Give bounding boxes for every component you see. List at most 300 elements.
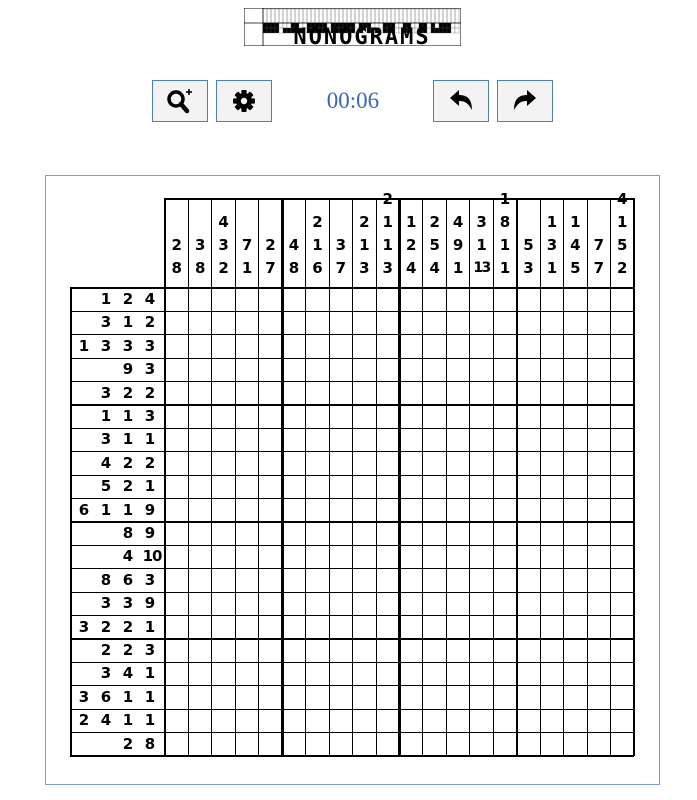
grid-cell[interactable] xyxy=(306,616,329,639)
grid-cell[interactable] xyxy=(564,522,587,545)
grid-cell[interactable] xyxy=(423,358,446,381)
grid-cell[interactable] xyxy=(329,452,352,475)
grid-cell[interactable] xyxy=(165,311,188,334)
grid-cell[interactable] xyxy=(306,569,329,592)
grid-cell[interactable] xyxy=(517,616,540,639)
grid-cell[interactable] xyxy=(493,662,516,685)
grid-cell[interactable] xyxy=(188,499,211,522)
grid-cell[interactable] xyxy=(587,709,610,732)
grid-cell[interactable] xyxy=(400,358,423,381)
grid-cell[interactable] xyxy=(282,616,305,639)
grid-cell[interactable] xyxy=(564,616,587,639)
grid-cell[interactable] xyxy=(446,499,469,522)
grid-cell[interactable] xyxy=(376,616,399,639)
grid-cell[interactable] xyxy=(353,616,376,639)
grid-cell[interactable] xyxy=(165,522,188,545)
grid-cell[interactable] xyxy=(540,709,563,732)
grid-cell[interactable] xyxy=(329,428,352,451)
grid-cell[interactable] xyxy=(611,569,634,592)
grid-cell[interactable] xyxy=(329,405,352,428)
grid-cell[interactable] xyxy=(400,569,423,592)
grid-cell[interactable] xyxy=(423,522,446,545)
grid-cell[interactable] xyxy=(493,311,516,334)
grid-cell[interactable] xyxy=(329,686,352,709)
grid-cell[interactable] xyxy=(611,639,634,662)
grid-cell[interactable] xyxy=(353,592,376,615)
grid-cell[interactable] xyxy=(259,288,282,311)
grid-cell[interactable] xyxy=(329,733,352,756)
grid-cell[interactable] xyxy=(282,709,305,732)
grid-cell[interactable] xyxy=(493,545,516,568)
grid-cell[interactable] xyxy=(306,335,329,358)
grid-cell[interactable] xyxy=(493,733,516,756)
grid-cell[interactable] xyxy=(423,335,446,358)
grid-cell[interactable] xyxy=(282,545,305,568)
grid-cell[interactable] xyxy=(540,662,563,685)
grid-cell[interactable] xyxy=(400,475,423,498)
grid-cell[interactable] xyxy=(353,428,376,451)
grid-cell[interactable] xyxy=(517,428,540,451)
grid-cell[interactable] xyxy=(376,592,399,615)
grid-cell[interactable] xyxy=(353,662,376,685)
grid-cell[interactable] xyxy=(353,569,376,592)
grid-cell[interactable] xyxy=(470,311,493,334)
grid-cell[interactable] xyxy=(259,335,282,358)
grid-cell[interactable] xyxy=(470,662,493,685)
grid-cell[interactable] xyxy=(517,335,540,358)
grid-cell[interactable] xyxy=(329,569,352,592)
grid-cell[interactable] xyxy=(376,358,399,381)
grid-cell[interactable] xyxy=(306,405,329,428)
grid-cell[interactable] xyxy=(423,405,446,428)
grid-cell[interactable] xyxy=(235,545,258,568)
grid-cell[interactable] xyxy=(423,545,446,568)
grid-cell[interactable] xyxy=(282,288,305,311)
grid-cell[interactable] xyxy=(540,382,563,405)
grid-cell[interactable] xyxy=(540,733,563,756)
grid-cell[interactable] xyxy=(540,522,563,545)
grid-cell[interactable] xyxy=(235,382,258,405)
grid-cell[interactable] xyxy=(306,288,329,311)
grid-cell[interactable] xyxy=(517,686,540,709)
grid-cell[interactable] xyxy=(306,475,329,498)
grid-cell[interactable] xyxy=(611,733,634,756)
grid-cell[interactable] xyxy=(212,335,235,358)
grid-cell[interactable] xyxy=(493,475,516,498)
grid-cell[interactable] xyxy=(212,475,235,498)
grid-cell[interactable] xyxy=(165,686,188,709)
grid-cell[interactable] xyxy=(235,709,258,732)
grid-cell[interactable] xyxy=(446,311,469,334)
grid-cell[interactable] xyxy=(353,545,376,568)
grid-cell[interactable] xyxy=(259,428,282,451)
grid-cell[interactable] xyxy=(306,358,329,381)
grid-cell[interactable] xyxy=(212,569,235,592)
grid-cell[interactable] xyxy=(587,452,610,475)
grid-cell[interactable] xyxy=(212,545,235,568)
grid-cell[interactable] xyxy=(517,709,540,732)
grid-cell[interactable] xyxy=(188,335,211,358)
grid-cell[interactable] xyxy=(188,709,211,732)
grid-cell[interactable] xyxy=(235,733,258,756)
grid-cell[interactable] xyxy=(423,452,446,475)
grid-cell[interactable] xyxy=(282,475,305,498)
grid-cell[interactable] xyxy=(353,475,376,498)
undo-button[interactable] xyxy=(433,80,489,122)
grid-cell[interactable] xyxy=(423,499,446,522)
grid-cell[interactable] xyxy=(376,499,399,522)
grid-cell[interactable] xyxy=(587,428,610,451)
grid-cell[interactable] xyxy=(446,709,469,732)
grid-cell[interactable] xyxy=(165,358,188,381)
grid-cell[interactable] xyxy=(188,522,211,545)
grid-cell[interactable] xyxy=(400,288,423,311)
grid-cell[interactable] xyxy=(259,686,282,709)
grid-cell[interactable] xyxy=(165,288,188,311)
grid-cell[interactable] xyxy=(587,382,610,405)
grid-cell[interactable] xyxy=(517,522,540,545)
grid-cell[interactable] xyxy=(329,592,352,615)
grid-cell[interactable] xyxy=(376,662,399,685)
grid-cell[interactable] xyxy=(564,405,587,428)
grid-cell[interactable] xyxy=(376,569,399,592)
grid-cell[interactable] xyxy=(376,686,399,709)
grid-cell[interactable] xyxy=(587,662,610,685)
grid-cell[interactable] xyxy=(493,592,516,615)
grid-cell[interactable] xyxy=(400,382,423,405)
grid-cell[interactable] xyxy=(376,288,399,311)
grid-cell[interactable] xyxy=(587,358,610,381)
grid-cell[interactable] xyxy=(540,686,563,709)
grid-cell[interactable] xyxy=(540,358,563,381)
grid-cell[interactable] xyxy=(259,405,282,428)
grid-cell[interactable] xyxy=(306,499,329,522)
grid-cell[interactable] xyxy=(517,452,540,475)
grid-cell[interactable] xyxy=(353,452,376,475)
grid-cell[interactable] xyxy=(212,405,235,428)
grid-cell[interactable] xyxy=(446,733,469,756)
grid-cell[interactable] xyxy=(353,405,376,428)
grid-cell[interactable] xyxy=(235,335,258,358)
grid-cell[interactable] xyxy=(470,428,493,451)
grid-cell[interactable] xyxy=(282,335,305,358)
grid-cell[interactable] xyxy=(540,569,563,592)
grid-cell[interactable] xyxy=(423,569,446,592)
grid-cell[interactable] xyxy=(587,499,610,522)
grid-cell[interactable] xyxy=(470,288,493,311)
grid-cell[interactable] xyxy=(493,405,516,428)
grid-cell[interactable] xyxy=(470,358,493,381)
grid-cell[interactable] xyxy=(446,382,469,405)
grid-cell[interactable] xyxy=(446,405,469,428)
grid-cell[interactable] xyxy=(400,311,423,334)
grid-cell[interactable] xyxy=(540,639,563,662)
grid-cell[interactable] xyxy=(376,733,399,756)
grid-cell[interactable] xyxy=(188,311,211,334)
grid-cell[interactable] xyxy=(400,405,423,428)
grid-cell[interactable] xyxy=(259,311,282,334)
grid-cell[interactable] xyxy=(329,475,352,498)
grid-cell[interactable] xyxy=(564,428,587,451)
grid-cell[interactable] xyxy=(165,709,188,732)
grid-cell[interactable] xyxy=(470,733,493,756)
grid-cell[interactable] xyxy=(259,662,282,685)
grid-cell[interactable] xyxy=(587,335,610,358)
grid-cell[interactable] xyxy=(587,475,610,498)
grid-cell[interactable] xyxy=(611,428,634,451)
redo-button[interactable] xyxy=(497,80,553,122)
grid-cell[interactable] xyxy=(400,616,423,639)
grid-cell[interactable] xyxy=(540,545,563,568)
grid-cell[interactable] xyxy=(493,639,516,662)
grid-cell[interactable] xyxy=(564,382,587,405)
grid-cell[interactable] xyxy=(188,569,211,592)
grid-cell[interactable] xyxy=(165,616,188,639)
grid-cell[interactable] xyxy=(165,662,188,685)
grid-cell[interactable] xyxy=(470,592,493,615)
grid-cell[interactable] xyxy=(165,405,188,428)
grid-cell[interactable] xyxy=(235,475,258,498)
grid-cell[interactable] xyxy=(353,686,376,709)
grid-cell[interactable] xyxy=(564,569,587,592)
grid-cell[interactable] xyxy=(470,475,493,498)
grid-cell[interactable] xyxy=(446,358,469,381)
grid-cell[interactable] xyxy=(329,662,352,685)
grid-cell[interactable] xyxy=(540,475,563,498)
grid-cell[interactable] xyxy=(423,382,446,405)
grid-cell[interactable] xyxy=(306,522,329,545)
grid-cell[interactable] xyxy=(517,499,540,522)
grid-cell[interactable] xyxy=(212,499,235,522)
grid-cell[interactable] xyxy=(400,522,423,545)
grid-cell[interactable] xyxy=(423,288,446,311)
grid-cell[interactable] xyxy=(188,405,211,428)
grid-cell[interactable] xyxy=(564,335,587,358)
grid-cell[interactable] xyxy=(235,358,258,381)
grid-cell[interactable] xyxy=(259,452,282,475)
grid-cell[interactable] xyxy=(587,311,610,334)
grid-cell[interactable] xyxy=(564,686,587,709)
grid-cell[interactable] xyxy=(235,499,258,522)
grid-cell[interactable] xyxy=(611,545,634,568)
grid-cell[interactable] xyxy=(446,522,469,545)
grid-cell[interactable] xyxy=(329,335,352,358)
grid-cell[interactable] xyxy=(188,288,211,311)
grid-cell[interactable] xyxy=(540,452,563,475)
grid-cell[interactable] xyxy=(329,545,352,568)
grid-cell[interactable] xyxy=(470,545,493,568)
grid-cell[interactable] xyxy=(282,428,305,451)
grid-cell[interactable] xyxy=(259,639,282,662)
grid-cell[interactable] xyxy=(493,686,516,709)
grid-cell[interactable] xyxy=(611,499,634,522)
grid-cell[interactable] xyxy=(540,288,563,311)
grid-cell[interactable] xyxy=(470,686,493,709)
grid-cell[interactable] xyxy=(423,428,446,451)
grid-cell[interactable] xyxy=(212,662,235,685)
grid-cell[interactable] xyxy=(564,709,587,732)
grid-cell[interactable] xyxy=(329,358,352,381)
grid-cell[interactable] xyxy=(446,452,469,475)
grid-cell[interactable] xyxy=(306,686,329,709)
grid-cell[interactable] xyxy=(611,522,634,545)
grid-cell[interactable] xyxy=(400,335,423,358)
grid-cell[interactable] xyxy=(329,382,352,405)
grid-cell[interactable] xyxy=(400,499,423,522)
grid-cell[interactable] xyxy=(259,733,282,756)
grid-cell[interactable] xyxy=(611,592,634,615)
grid-cell[interactable] xyxy=(564,452,587,475)
grid-cell[interactable] xyxy=(353,311,376,334)
grid-cell[interactable] xyxy=(376,709,399,732)
grid-cell[interactable] xyxy=(306,662,329,685)
grid-cell[interactable] xyxy=(493,452,516,475)
grid-cell[interactable] xyxy=(353,709,376,732)
grid-cell[interactable] xyxy=(212,686,235,709)
grid-cell[interactable] xyxy=(282,382,305,405)
grid-cell[interactable] xyxy=(235,569,258,592)
grid-cell[interactable] xyxy=(376,335,399,358)
grid-cell[interactable] xyxy=(165,639,188,662)
grid-cell[interactable] xyxy=(212,358,235,381)
grid-cell[interactable] xyxy=(423,709,446,732)
grid-cell[interactable] xyxy=(493,382,516,405)
grid-cell[interactable] xyxy=(306,639,329,662)
grid-cell[interactable] xyxy=(235,662,258,685)
grid-cell[interactable] xyxy=(493,569,516,592)
grid-cell[interactable] xyxy=(517,662,540,685)
grid-cell[interactable] xyxy=(446,288,469,311)
grid-cell[interactable] xyxy=(259,709,282,732)
grid-cell[interactable] xyxy=(470,569,493,592)
grid-cell[interactable] xyxy=(540,616,563,639)
grid-cell[interactable] xyxy=(212,288,235,311)
grid-cell[interactable] xyxy=(165,335,188,358)
grid-cell[interactable] xyxy=(282,405,305,428)
grid-cell[interactable] xyxy=(423,662,446,685)
grid-cell[interactable] xyxy=(282,639,305,662)
grid-cell[interactable] xyxy=(282,569,305,592)
grid-cell[interactable] xyxy=(446,686,469,709)
grid-cell[interactable] xyxy=(212,616,235,639)
grid-cell[interactable] xyxy=(376,522,399,545)
grid-cell[interactable] xyxy=(564,311,587,334)
grid-cell[interactable] xyxy=(188,616,211,639)
grid-cell[interactable] xyxy=(564,733,587,756)
grid-cell[interactable] xyxy=(611,709,634,732)
grid-cell[interactable] xyxy=(329,709,352,732)
grid-cell[interactable] xyxy=(611,382,634,405)
grid-cell[interactable] xyxy=(517,358,540,381)
grid-cell[interactable] xyxy=(470,522,493,545)
grid-cell[interactable] xyxy=(470,616,493,639)
grid-cell[interactable] xyxy=(212,733,235,756)
grid-cell[interactable] xyxy=(212,452,235,475)
grid-cell[interactable] xyxy=(235,452,258,475)
grid-cell[interactable] xyxy=(165,592,188,615)
grid-cell[interactable] xyxy=(329,639,352,662)
grid-cell[interactable] xyxy=(259,545,282,568)
grid-cell[interactable] xyxy=(282,499,305,522)
grid-cell[interactable] xyxy=(353,733,376,756)
grid-cell[interactable] xyxy=(165,545,188,568)
grid-cell[interactable] xyxy=(235,592,258,615)
grid-cell[interactable] xyxy=(212,522,235,545)
grid-cell[interactable] xyxy=(165,452,188,475)
grid-cell[interactable] xyxy=(517,311,540,334)
grid-cell[interactable] xyxy=(446,639,469,662)
grid-cell[interactable] xyxy=(259,592,282,615)
grid-cell[interactable] xyxy=(212,709,235,732)
grid-cell[interactable] xyxy=(282,358,305,381)
grid-cell[interactable] xyxy=(235,616,258,639)
grid-cell[interactable] xyxy=(423,616,446,639)
grid-cell[interactable] xyxy=(611,335,634,358)
grid-cell[interactable] xyxy=(564,475,587,498)
grid-cell[interactable] xyxy=(400,592,423,615)
grid-cell[interactable] xyxy=(353,499,376,522)
grid-cell[interactable] xyxy=(587,639,610,662)
grid-cell[interactable] xyxy=(259,499,282,522)
grid-cell[interactable] xyxy=(423,639,446,662)
grid-cell[interactable] xyxy=(282,733,305,756)
grid-cell[interactable] xyxy=(611,405,634,428)
grid-cell[interactable] xyxy=(259,382,282,405)
grid-cell[interactable] xyxy=(400,686,423,709)
grid-cell[interactable] xyxy=(212,382,235,405)
grid-cell[interactable] xyxy=(564,662,587,685)
grid-cell[interactable] xyxy=(259,522,282,545)
grid-cell[interactable] xyxy=(493,499,516,522)
grid-cell[interactable] xyxy=(611,311,634,334)
grid-cell[interactable] xyxy=(400,452,423,475)
settings-button[interactable] xyxy=(216,80,272,122)
grid-cell[interactable] xyxy=(329,311,352,334)
grid-cell[interactable] xyxy=(587,288,610,311)
grid-cell[interactable] xyxy=(282,311,305,334)
grid-cell[interactable] xyxy=(353,522,376,545)
grid-cell[interactable] xyxy=(376,545,399,568)
grid-cell[interactable] xyxy=(446,662,469,685)
grid-cell[interactable] xyxy=(470,405,493,428)
grid-cell[interactable] xyxy=(587,592,610,615)
grid-cell[interactable] xyxy=(611,452,634,475)
grid-cell[interactable] xyxy=(493,358,516,381)
grid-cell[interactable] xyxy=(329,288,352,311)
grid-cell[interactable] xyxy=(517,405,540,428)
grid-cell[interactable] xyxy=(517,592,540,615)
grid-cell[interactable] xyxy=(611,358,634,381)
grid-cell[interactable] xyxy=(587,522,610,545)
grid-cell[interactable] xyxy=(165,569,188,592)
grid-cell[interactable] xyxy=(306,428,329,451)
grid-cell[interactable] xyxy=(517,545,540,568)
grid-cell[interactable] xyxy=(470,335,493,358)
grid-cell[interactable] xyxy=(165,733,188,756)
grid-cell[interactable] xyxy=(376,311,399,334)
grid-cell[interactable] xyxy=(188,452,211,475)
grid-cell[interactable] xyxy=(423,686,446,709)
grid-cell[interactable] xyxy=(423,475,446,498)
grid-cell[interactable] xyxy=(564,499,587,522)
grid-cell[interactable] xyxy=(564,592,587,615)
grid-cell[interactable] xyxy=(165,499,188,522)
grid-cell[interactable] xyxy=(188,592,211,615)
grid-cell[interactable] xyxy=(517,733,540,756)
grid-cell[interactable] xyxy=(212,639,235,662)
grid-cell[interactable] xyxy=(587,733,610,756)
grid-cell[interactable] xyxy=(259,616,282,639)
